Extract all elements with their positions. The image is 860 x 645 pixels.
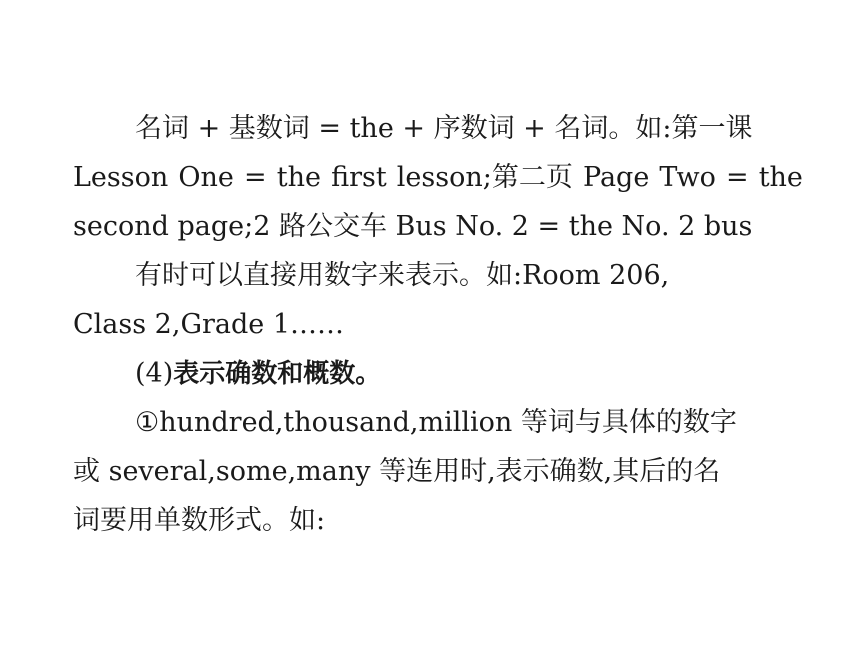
word: One bbox=[178, 162, 234, 193]
word: Two bbox=[659, 162, 716, 193]
word: = bbox=[725, 162, 749, 193]
paragraph-1-line-1: 名词 + 基数词 = the + 序数词 + 名词。如:第一课 bbox=[135, 113, 753, 144]
paragraph-3-line-1: ①hundred,thousand,million 等词与具体的数字 bbox=[135, 407, 737, 438]
paragraph-1-line-3: second page;2 路公交车 Bus No. 2 = the No. 2 bus bbox=[73, 211, 753, 242]
section-heading bbox=[73, 349, 803, 398]
paragraph-3-line-3: 词要用单数形式。如: bbox=[73, 505, 326, 536]
word: the bbox=[758, 162, 803, 193]
word: the bbox=[276, 162, 321, 193]
paragraph-1-line-2 bbox=[73, 153, 803, 202]
word: Page bbox=[582, 162, 650, 193]
word: = bbox=[244, 162, 267, 193]
text-block bbox=[73, 104, 803, 545]
paragraph-2-line-2: Class 2,Grade 1…… bbox=[73, 309, 345, 340]
word: first bbox=[331, 162, 387, 193]
word: Lesson bbox=[73, 162, 169, 193]
section-number: (4) bbox=[135, 358, 174, 389]
word: lesson;第二页 bbox=[396, 162, 573, 193]
paragraph-3-line-2: 或 several,some,many 等连用时,表示确数,其后的名 bbox=[73, 456, 721, 487]
paragraph-2-line-1: 有时可以直接用数字来表示。如:Room 206, bbox=[135, 260, 670, 291]
section-title: 表示确数和概数。 bbox=[173, 359, 382, 389]
